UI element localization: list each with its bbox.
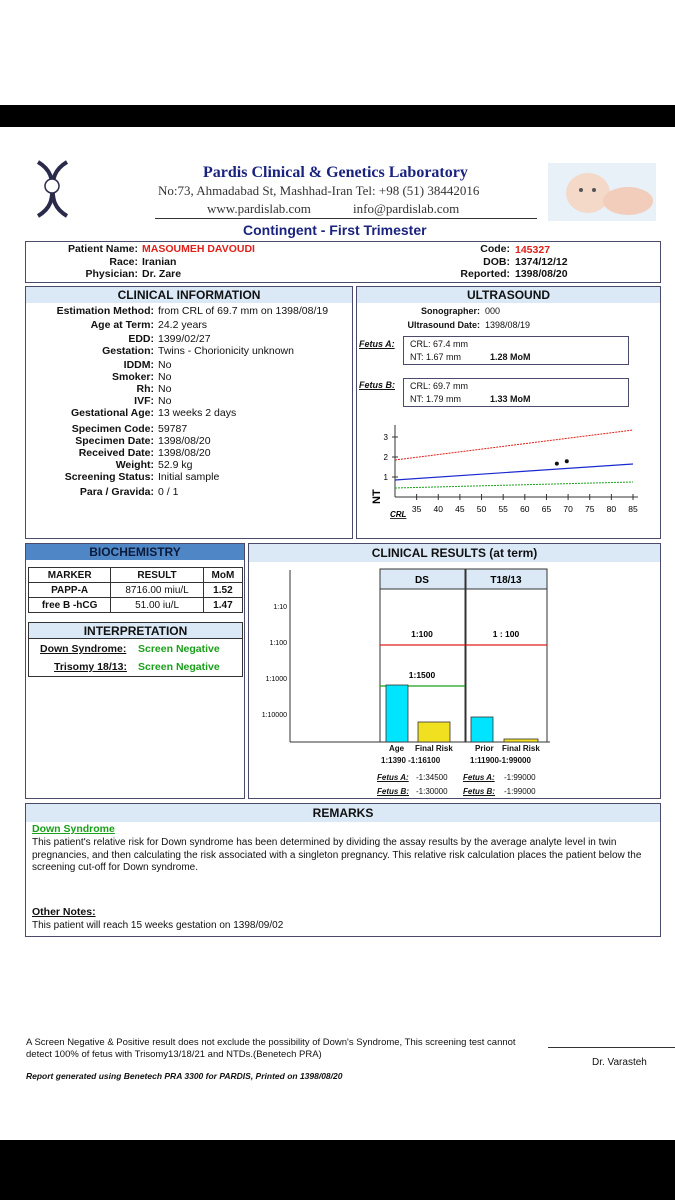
ds-column-label: DS	[415, 575, 429, 586]
clinical-row-value: 1398/08/20	[158, 435, 211, 447]
clinical-row	[26, 333, 352, 345]
clinical-row	[26, 305, 352, 317]
clinical-row-label: Specimen Code:	[71, 423, 154, 435]
ds-cutoff-text: 1:100	[411, 629, 433, 639]
patient-name-label: Patient Name:	[67, 243, 138, 255]
nt-data-point	[565, 459, 569, 463]
nt-crl-chart	[358, 420, 658, 520]
clinical-row-value: 13 weeks 2 days	[158, 407, 237, 419]
code-label: Code:	[480, 243, 510, 255]
nt-x-tick: 60	[520, 504, 530, 514]
t18-final-risk-bar	[504, 739, 538, 742]
remarks-ds-text: This patient's relative risk for Down syndrome has been determined by dividing the assay results by the average analyte level in twin pregnancies, and then calculating the risk associated with a singleton pregnancy. This relative risk calculation places the patient below the screening cut-off for Down syndrome.	[32, 837, 642, 873]
nt-y-label: NT	[371, 489, 383, 504]
clinical-row-label: Rh:	[136, 383, 154, 395]
nt-x-tick: 80	[606, 504, 617, 514]
clinical-row-label: IDDM:	[123, 359, 154, 371]
sonographer-value: 000	[485, 306, 501, 316]
marker-cell: free B -hCG	[29, 598, 111, 613]
biochem-table	[28, 567, 243, 613]
clinical-row-value: Twins - Chorionicity unknown	[158, 345, 294, 357]
clinical-header: CLINICAL INFORMATION	[26, 287, 352, 303]
risk-y-tick: 1:10000	[261, 712, 287, 719]
clinical-row-label: Para / Gravida:	[79, 486, 154, 498]
clinical-row-value: No	[158, 383, 172, 395]
ds-interp-label: Down Syndrome:	[40, 643, 127, 655]
nt-x-tick: 75	[584, 504, 595, 514]
patient-name: MASOUMEH DAVOUDI	[142, 243, 255, 255]
clinical-row-value: 52.9 kg	[158, 459, 193, 471]
fetus-b-nt: NT: 1.79 mm	[410, 394, 462, 404]
fetus-a-crl: CRL: 67.4 mm	[410, 339, 469, 349]
fetus-a-t18-risk: -1:99000	[504, 773, 536, 782]
signature: Dr. Varasteh	[592, 1057, 647, 1068]
clinical-row	[26, 395, 352, 407]
clinical-row-value: 0 / 1	[158, 486, 179, 498]
t18-interp-value: Screen Negative	[138, 661, 220, 673]
nt-x-tick: 85	[628, 504, 638, 514]
nt-x-label: CRL	[390, 510, 407, 519]
generated-note: Report generated using Benetech PRA 3300 for PARDIS, Printed on 1398/08/20	[26, 1071, 343, 1081]
risk-y-tick: 1:10	[273, 604, 287, 611]
ds-age-risk-bar	[386, 685, 408, 742]
signature-line	[548, 1047, 675, 1048]
nt-y-tick: 1	[383, 473, 388, 482]
nt-x-tick: 45	[455, 504, 465, 514]
clinical-row	[26, 407, 352, 419]
fetus-a-mom: 1.28 MoM	[490, 352, 531, 362]
clinical-row-label: Weight:	[115, 459, 154, 471]
fetus-a-risk-label: Fetus A:	[377, 773, 409, 782]
clinical-row-label: Received Date:	[78, 447, 154, 459]
lab-email: info@pardislab.com	[353, 201, 460, 216]
reported-value: 1398/08/20	[515, 268, 568, 280]
t18-prior-label: Prior	[475, 744, 494, 753]
interpretation-header: INTERPRETATION	[28, 622, 243, 639]
nt-y-tick: 3	[383, 433, 388, 442]
marker-cell: PAPP-A	[29, 583, 111, 598]
nt-lower-curve	[395, 482, 633, 488]
clinical-row-label: Estimation Method:	[56, 305, 154, 317]
t18-interp-label: Trisomy 18/13:	[54, 661, 127, 673]
result-cell: 8716.00 miu/L	[111, 583, 204, 598]
fetus-b-t18-risk: -1:99000	[504, 787, 536, 796]
clinical-row-value: 24.2 years	[158, 319, 208, 331]
ds-values: 1:1390 -1:16100	[381, 756, 441, 765]
col-result: RESULT	[111, 568, 204, 583]
baby-photo	[548, 163, 656, 221]
ds-cutoff2-text: 1:1500	[408, 670, 436, 680]
ds-interp-value: Screen Negative	[138, 643, 220, 655]
risk-y-tick: 1:1000	[265, 676, 287, 683]
fetus-b-risk-label: Fetus B:	[377, 787, 409, 796]
nt-data-point	[555, 462, 559, 466]
remarks-header: REMARKS	[26, 804, 660, 822]
fetus-b-ds-risk: -1:30000	[416, 787, 448, 796]
nt-x-tick: 50	[476, 504, 487, 514]
clinical-row	[26, 383, 352, 395]
dna-logo-icon	[30, 160, 75, 218]
clinical-row-value: 1398/08/20	[158, 447, 211, 459]
clinical-row-label: EDD:	[128, 333, 154, 345]
clinical-row-label: Specimen Date:	[75, 435, 154, 447]
physician-label: Physician:	[85, 268, 138, 280]
table-row	[29, 583, 243, 598]
clinical-row-label: Smoker:	[111, 371, 154, 383]
nt-x-tick: 65	[541, 504, 552, 514]
ultrasound-header: ULTRASOUND	[357, 287, 660, 303]
ds-final-label: Final Risk	[415, 744, 453, 753]
top-black-bar	[0, 105, 675, 127]
clinical-row	[26, 435, 352, 447]
fetus-b-label: Fetus B:	[359, 380, 395, 390]
report-title: Contingent - First Trimester	[243, 222, 427, 238]
clinical-row	[26, 371, 352, 383]
physician-value: Dr. Zare	[142, 268, 182, 280]
clinical-row	[26, 486, 352, 498]
clinical-row-label: IVF:	[134, 395, 154, 407]
fetus-a-label: Fetus A:	[359, 339, 395, 349]
fetus-b-risk-label-2: Fetus B:	[463, 787, 495, 796]
lab-website: www.pardislab.com	[207, 201, 311, 216]
clinical-row-value: No	[158, 395, 172, 407]
ds-age-label: Age	[389, 744, 405, 753]
clinical-row-value: from CRL of 69.7 mm on 1398/08/19	[158, 305, 329, 317]
t18-final-label: Final Risk	[502, 744, 540, 753]
clinical-row	[26, 345, 352, 357]
race-value: Iranian	[142, 256, 177, 268]
clinical-row	[26, 423, 352, 435]
clinical-row-value: No	[158, 371, 172, 383]
fetus-a-risk-label-2: Fetus A:	[463, 773, 495, 782]
clinical-row-value: Initial sample	[158, 471, 220, 483]
fetus-b-mom: 1.33 MoM	[490, 394, 531, 404]
risk-chart	[250, 565, 550, 745]
reported-label: Reported:	[460, 268, 510, 280]
nt-x-tick: 55	[498, 504, 508, 514]
col-mom: MoM	[203, 568, 242, 583]
t18-prior-risk-bar	[471, 717, 493, 742]
other-notes-text: This patient will reach 15 weeks gestation on 1398/09/02	[32, 920, 284, 931]
ultrasound-date-label: Ultrasound Date:	[407, 320, 480, 330]
mom-cell: 1.52	[203, 583, 242, 598]
table-row	[29, 598, 243, 613]
nt-y-tick: 2	[383, 453, 388, 462]
biochem-header: BIOCHEMISTRY	[26, 544, 244, 560]
sonographer-label: Sonographer:	[420, 306, 480, 316]
clinical-row	[26, 471, 352, 483]
nt-x-tick: 40	[433, 504, 444, 514]
nt-upper-curve	[395, 430, 633, 460]
clinical-row	[26, 319, 352, 331]
dob-label: DOB:	[483, 256, 510, 268]
disclaimer: A Screen Negative & Positive result does not exclude the possibility of Down's Syndrome, This screening test cannot detect 100% of fetus with Trisomy13/18/21 and NTDs.(Benetech PRA)	[26, 1037, 516, 1060]
clinical-row-label: Screening Status:	[64, 471, 154, 483]
t18-column-label: T18/13	[490, 575, 522, 586]
clinical-row	[26, 359, 352, 371]
mom-cell: 1.47	[203, 598, 242, 613]
results-header: CLINICAL RESULTS (at term)	[249, 544, 660, 562]
fetus-b-crl: CRL: 69.7 mm	[410, 381, 469, 391]
clinical-row	[26, 447, 352, 459]
nt-x-tick: 70	[563, 504, 573, 514]
nt-median-curve	[395, 464, 633, 480]
t18-column	[466, 569, 547, 742]
code-value: 145327	[515, 244, 551, 256]
dob-value: 1374/12/12	[515, 256, 568, 268]
lab-name: Pardis Clinical & Genetics Laboratory	[203, 164, 468, 181]
clinical-row	[26, 459, 352, 471]
nt-x-tick: 35	[411, 504, 422, 514]
clinical-row-value: No	[158, 359, 172, 371]
t18-values: 1:11900-1:99000	[470, 756, 531, 765]
result-cell: 51.00 iu/L	[111, 598, 204, 613]
bottom-black-bar	[0, 1140, 675, 1200]
clinical-row-label: Gestational Age:	[70, 407, 154, 419]
ds-final-risk-bar	[418, 722, 450, 742]
risk-y-tick: 1:100	[269, 640, 287, 647]
race-label: Race:	[109, 256, 138, 268]
clinical-row-label: Gestation:	[102, 345, 154, 357]
t18-cutoff-text: 1 : 100	[492, 629, 520, 639]
other-notes-title: Other Notes:	[32, 906, 96, 918]
clinical-row-label: Age at Term:	[90, 319, 154, 331]
fetus-a-ds-risk: -1:34500	[416, 773, 448, 782]
clinical-row-value: 59787	[158, 423, 188, 435]
remarks-ds-title: Down Syndrome	[32, 823, 115, 835]
clinical-row-value: 1399/02/27	[158, 333, 211, 345]
fetus-a-nt: NT: 1.67 mm	[410, 352, 462, 362]
lab-address: No:73, Ahmadabad St, Mashhad-Iran Tel: +98 (51) 38442016	[158, 183, 480, 198]
ultrasound-date: 1398/08/19	[485, 320, 531, 330]
col-marker: MARKER	[29, 568, 111, 583]
header-rule	[155, 218, 537, 219]
